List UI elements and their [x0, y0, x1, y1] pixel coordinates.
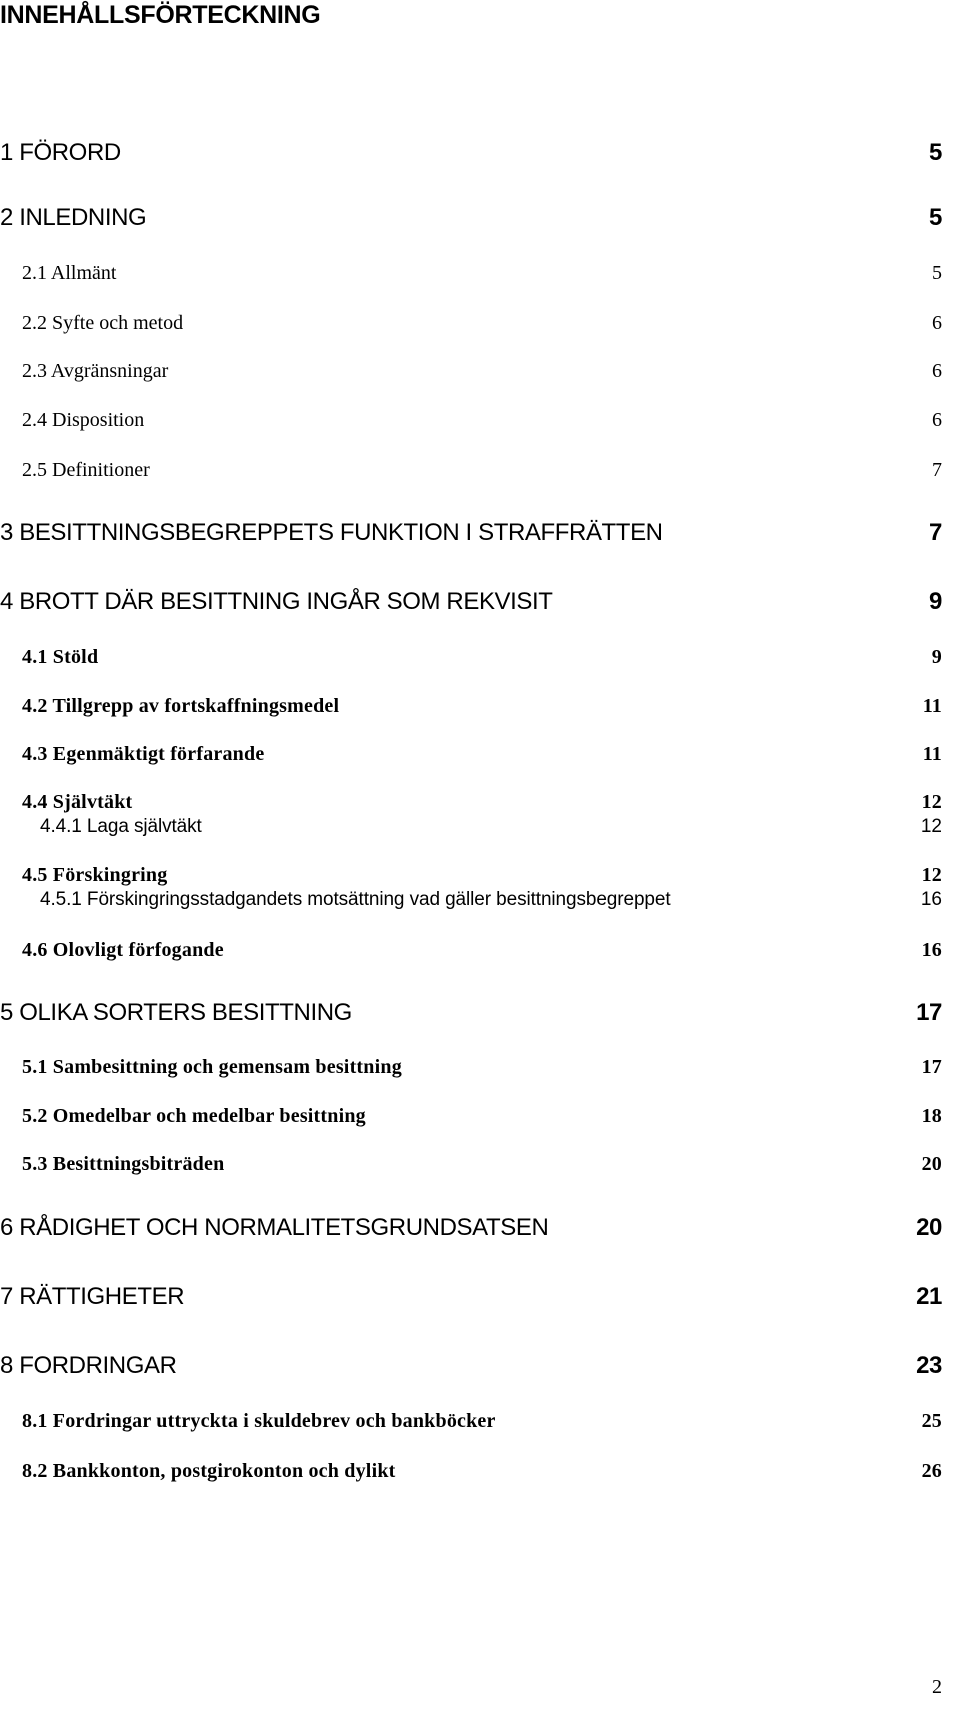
toc-entry-radighet[interactable]: [0, 1213, 960, 1243]
toc-entry-page: 17: [921, 1056, 942, 1078]
toc-title: INNEHÅLLSFÖRTECKNING: [0, 1, 321, 29]
toc-entry-page: 9: [931, 646, 942, 668]
toc-entry-skuldebrev[interactable]: [0, 1406, 960, 1436]
toc-entry-page: 7: [929, 519, 942, 546]
toc-entry-page: 11: [922, 743, 942, 765]
toc-entry-rattigheter[interactable]: [0, 1282, 960, 1312]
toc-entry-label: 2.3 Avgränsningar: [22, 360, 169, 382]
toc-entry-label: 5.2 Omedelbar och medelbar besittning: [22, 1105, 366, 1127]
toc-entry-label: 4.1 Stöld: [22, 646, 99, 668]
toc-entry-page: 5: [932, 262, 942, 284]
toc-entry-tillgrepp[interactable]: [0, 691, 960, 721]
toc-entry-page: 12: [920, 816, 942, 837]
toc-entry-page: 26: [921, 1460, 942, 1482]
toc-entry-olika-sorters-besittning[interactable]: [0, 998, 960, 1028]
toc-entry-label: 4.5.1 Förskingringsstadgandets motsättning vad gäller besittningsbegreppet: [40, 889, 671, 910]
toc-entry-allmant[interactable]: [0, 258, 960, 288]
toc-entry-besittningsbegreppets-funktion[interactable]: [0, 518, 960, 548]
toc-entry-label: 2.1 Allmänt: [22, 262, 117, 284]
toc-entry-fordringar[interactable]: [0, 1351, 960, 1381]
toc-entry-label: 1 FÖRORD: [0, 139, 121, 166]
toc-entry-label: 4.4.1 Laga självtäkt: [40, 816, 202, 837]
toc-entry-label: 4.4 Självtäkt: [22, 791, 133, 813]
toc-entry-olovligt-forfogande[interactable]: [0, 935, 960, 965]
toc-entry-page: 17: [916, 999, 942, 1026]
toc-entry-label: 7 RÄTTIGHETER: [0, 1283, 185, 1310]
toc-entry-page: 23: [916, 1352, 942, 1379]
toc-entry-brott-dar-besittning[interactable]: [0, 587, 960, 617]
toc-entry-sambesittning[interactable]: [0, 1052, 960, 1082]
toc-entry-label: 5 OLIKA SORTERS BESITTNING: [0, 999, 352, 1026]
toc-entry-label: 3 BESITTNINGSBEGREPPETS FUNKTION I STRAFFRÄTTEN: [0, 519, 663, 546]
toc-entry-label: 2 INLEDNING: [0, 204, 147, 231]
toc-entry-label: 8.2 Bankkonton, postgirokonton och dylikt: [22, 1460, 396, 1482]
toc-entry-stold[interactable]: [0, 642, 960, 672]
toc-entry-label: 6 RÅDIGHET OCH NORMALITETSGRUNDSATSEN: [0, 1214, 549, 1241]
toc-entry-forskingringsstadgandets-motsattning[interactable]: [0, 885, 960, 915]
toc-entry-label: 4.3 Egenmäktigt förfarande: [22, 743, 265, 765]
toc-entry-page: 20: [916, 1214, 942, 1241]
toc-entry-label: 4.6 Olovligt förfogande: [22, 939, 224, 961]
toc-entry-egenmaktigt-forfarande[interactable]: [0, 739, 960, 769]
toc-entry-page: 11: [922, 695, 942, 717]
toc-entry-page: 21: [916, 1283, 942, 1310]
toc-entry-label: 5.1 Sambesittning och gemensam besittning: [22, 1056, 402, 1078]
toc-entry-label: 2.5 Definitioner: [22, 459, 150, 481]
toc-entry-definitioner[interactable]: [0, 455, 960, 485]
toc-entry-page: 25: [921, 1410, 942, 1432]
toc-entry-label: 4 BROTT DÄR BESITTNING INGÅR SOM REKVISIT: [0, 588, 553, 615]
page-number: 2: [932, 1676, 942, 1698]
toc-entry-besittningsbitraden[interactable]: [0, 1149, 960, 1179]
toc-entry-page: 12: [921, 864, 942, 886]
toc-entry-label: 5.3 Besittningsbiträden: [22, 1153, 225, 1175]
toc-entry-label: 8 FORDRINGAR: [0, 1352, 177, 1379]
toc-entry-page: 16: [920, 889, 942, 910]
toc-entry-omedelbar-besittning[interactable]: [0, 1101, 960, 1131]
toc-entry-page: 18: [921, 1105, 942, 1127]
toc-entry-page: 16: [921, 939, 942, 961]
toc-entry-inledning[interactable]: [0, 203, 960, 233]
toc-entry-laga-sjalvtakt[interactable]: [0, 812, 960, 842]
toc-entry-label: 8.1 Fordringar uttryckta i skuldebrev och bankböcker: [22, 1410, 496, 1432]
toc-entry-page: 7: [932, 459, 942, 481]
toc-entry-page: 20: [921, 1153, 942, 1175]
toc-entry-page: 6: [932, 312, 942, 334]
toc-entry-page: 5: [929, 139, 942, 166]
toc-entry-page: 5: [929, 204, 942, 231]
toc-entry-label: 2.4 Disposition: [22, 409, 145, 431]
toc-entry-forord[interactable]: [0, 138, 960, 168]
toc-entry-avgransningar[interactable]: [0, 356, 960, 386]
toc-entry-disposition[interactable]: [0, 405, 960, 435]
toc-entry-page: 12: [921, 791, 942, 813]
toc-entry-page: 9: [929, 588, 942, 615]
toc-entry-page: 6: [932, 409, 942, 431]
toc-entry-label: 4.2 Tillgrepp av fortskaffningsmedel: [22, 695, 340, 717]
toc-entry-syfte-och-metod[interactable]: [0, 308, 960, 338]
toc-entry-label: 4.5 Förskingring: [22, 864, 168, 886]
toc-entry-page: 6: [932, 360, 942, 382]
toc-entry-bankkonton[interactable]: [0, 1456, 960, 1486]
toc-entry-label: 2.2 Syfte och metod: [22, 312, 184, 334]
